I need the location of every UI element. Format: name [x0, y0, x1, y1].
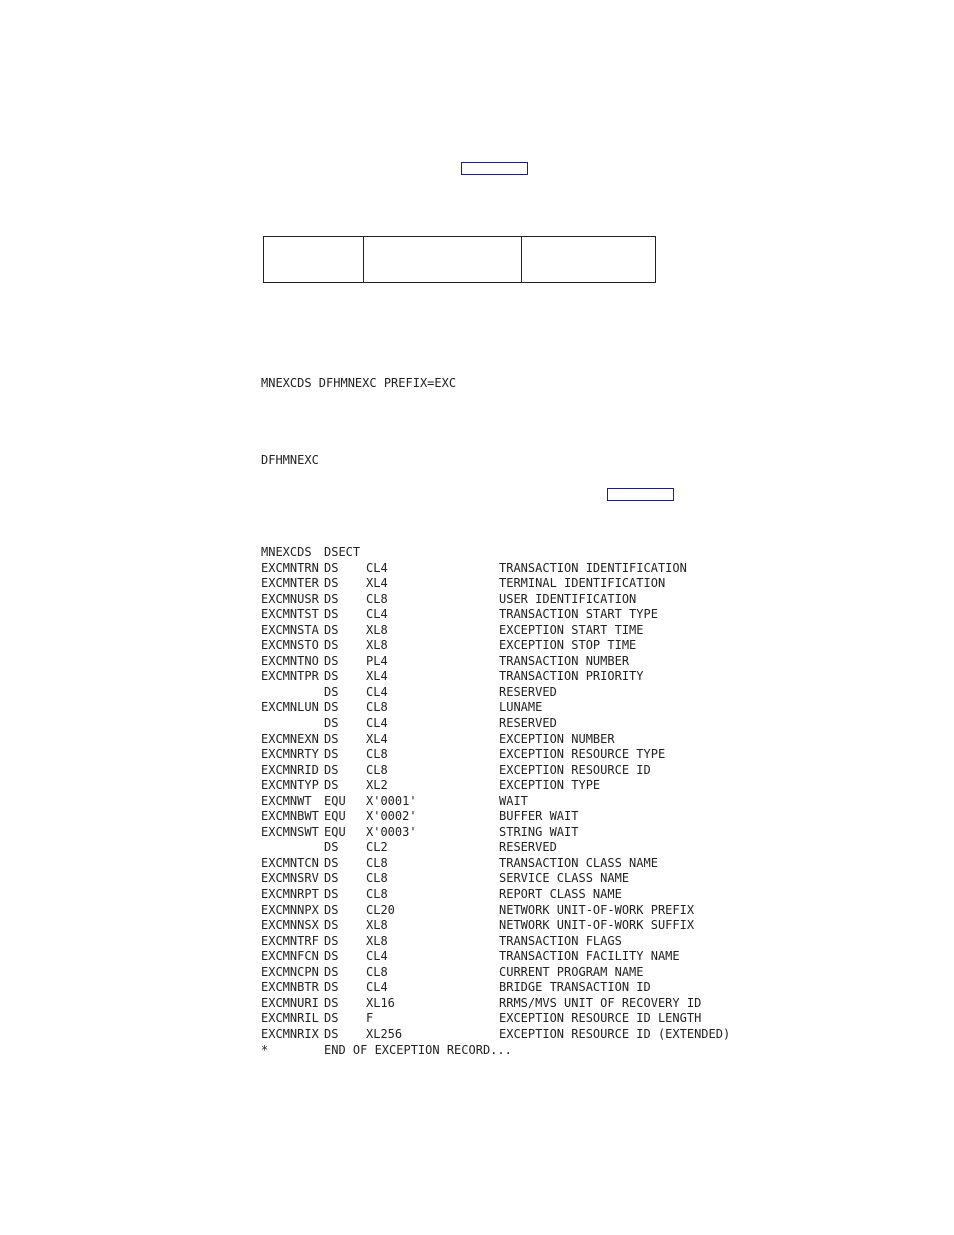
field-label: EXCMNLUN — [261, 700, 319, 715]
field-comment: STRING WAIT — [499, 824, 579, 839]
field-label: EXCMNWT — [261, 793, 312, 808]
field-label: EXCMNUSR — [261, 591, 319, 606]
field-op: DS — [324, 871, 339, 886]
field-op: DS — [324, 653, 339, 668]
field-comment: TERMINAL IDENTIFICATION — [499, 576, 666, 591]
field-op: DS — [324, 576, 339, 591]
field-operand: XL8 — [366, 638, 388, 653]
field-comment: EXCEPTION RESOURCE ID — [499, 762, 651, 777]
field-op: DS — [324, 716, 339, 731]
field-comment: EXCEPTION RESOURCE ID LENGTH — [499, 1011, 702, 1026]
field-operand: XL8 — [366, 622, 388, 637]
field-operand: X'0001' — [366, 793, 417, 808]
field-label: EXCMNTRN — [261, 560, 319, 575]
field-operand: CL8 — [366, 747, 388, 762]
dsect-header-row — [261, 545, 361, 561]
field-op: DS — [324, 591, 339, 606]
field-comment: EXCEPTION START TIME — [499, 622, 644, 637]
field-comment: CURRENT PROGRAM NAME — [499, 964, 644, 979]
field-comment: SERVICE CLASS NAME — [499, 871, 630, 886]
field-label: EXCMNRTY — [261, 747, 319, 762]
dsect-field-row — [261, 1026, 731, 1043]
table-cell — [522, 237, 656, 283]
field-operand: X'0003' — [366, 824, 417, 839]
field-label: EXCMNSTO — [261, 638, 319, 653]
field-operand: XL2 — [366, 778, 388, 793]
field-op: EQU — [324, 824, 346, 839]
field-op: DS — [324, 855, 339, 870]
field-label: EXCMNTYP — [261, 778, 319, 793]
field-operand: CL8 — [366, 887, 388, 902]
field-label: EXCMNSRV — [261, 871, 319, 886]
dsect-field-row — [261, 809, 579, 825]
dsect-end-row — [261, 1042, 512, 1059]
field-op: DS — [324, 607, 339, 622]
dsect-field-row — [261, 591, 637, 608]
field-label: EXCMNTCN — [261, 855, 319, 870]
field-comment: BRIDGE TRANSACTION ID — [499, 980, 651, 995]
field-label: EXCMNRIL — [261, 1011, 319, 1026]
dsect-field-row — [261, 840, 557, 856]
dsect-field-row — [261, 762, 651, 779]
dsect-field-row — [261, 731, 615, 748]
field-operand: CL4 — [366, 560, 388, 575]
dsect-field-row — [261, 560, 687, 577]
blank-table — [263, 236, 656, 283]
dsect-field-row — [261, 933, 622, 950]
field-operand: CL4 — [366, 716, 388, 731]
dsect-field-row — [261, 949, 680, 965]
field-comment: TRANSACTION CLASS NAME — [499, 855, 658, 870]
field-comment: RESERVED — [499, 716, 557, 731]
field-comment: LUNAME — [499, 700, 543, 715]
field-label: EXCMNTRF — [261, 933, 319, 948]
dsect-field-row — [261, 793, 528, 810]
field-op: DS — [324, 622, 339, 637]
field-label: EXCMNTPR — [261, 669, 319, 684]
field-op: DS — [324, 980, 339, 995]
field-operand: CL8 — [366, 762, 388, 777]
field-op: EQU — [324, 809, 346, 824]
field-label: EXCMNRIX — [261, 1026, 319, 1041]
dsect-field-row — [261, 995, 702, 1012]
field-operand: CL8 — [366, 855, 388, 870]
field-operand: XL4 — [366, 731, 388, 746]
dsect-op: DSECT — [324, 545, 361, 559]
dsect-field-row — [261, 622, 644, 639]
field-comment: EXCEPTION RESOURCE ID (EXTENDED) — [499, 1026, 731, 1041]
field-operand: CL4 — [366, 980, 388, 995]
dsect-field-row — [261, 824, 579, 841]
field-operand: CL8 — [366, 871, 388, 886]
field-comment: TRANSACTION FLAGS — [499, 933, 622, 948]
field-op: DS — [324, 560, 339, 575]
dsect-field-row — [261, 918, 695, 934]
field-comment: BUFFER WAIT — [499, 809, 579, 824]
field-operand: XL4 — [366, 669, 388, 684]
field-label: EXCMNTER — [261, 576, 319, 591]
dsect-field-row — [261, 700, 543, 716]
field-comment: WAIT — [499, 793, 528, 808]
field-op: EQU — [324, 793, 346, 808]
field-op: DS — [324, 887, 339, 902]
dsect-field-row — [261, 855, 658, 872]
field-comment: TRANSACTION START TYPE — [499, 607, 658, 622]
field-op: DS — [324, 700, 339, 715]
macro-call-statement: MNEXCDS DFHMNEXC PREFIX=EXC — [261, 376, 457, 390]
field-op: DS — [324, 949, 339, 964]
field-comment: NETWORK UNIT-OF-WORK SUFFIX — [499, 918, 695, 933]
end-marker: * — [261, 1042, 269, 1057]
field-operand: XL4 — [366, 576, 388, 591]
dsect-listing — [261, 545, 731, 1058]
end-comment: END OF EXCEPTION RECORD... — [324, 1042, 512, 1057]
field-operand: CL4 — [366, 684, 388, 699]
dsect-field-row — [261, 778, 601, 794]
cross-reference-link[interactable] — [461, 162, 528, 175]
field-op: DS — [324, 902, 339, 917]
dsect-label: MNEXCDS — [261, 545, 312, 559]
dsect-field-row — [261, 747, 666, 763]
field-operand: XL256 — [366, 1026, 403, 1041]
field-op: DS — [324, 638, 339, 653]
field-comment: RRMS/MVS UNIT OF RECOVERY ID — [499, 995, 702, 1010]
dsect-field-row — [261, 871, 630, 887]
field-operand: CL2 — [366, 840, 388, 855]
field-operand: X'0002' — [366, 809, 417, 824]
field-label: EXCMNSTA — [261, 622, 319, 637]
field-label: EXCMNTST — [261, 607, 319, 622]
field-op: DS — [324, 840, 339, 855]
field-label: EXCMNBWT — [261, 809, 319, 824]
field-op: DS — [324, 669, 339, 684]
dsect-field-row — [261, 684, 557, 701]
dsect-field-row — [261, 980, 651, 996]
field-op: DS — [324, 933, 339, 948]
field-comment: TRANSACTION NUMBER — [499, 653, 630, 668]
field-label: EXCMNNPX — [261, 902, 319, 917]
field-op: DS — [324, 964, 339, 979]
field-label: EXCMNTNO — [261, 653, 319, 668]
field-label: EXCMNURI — [261, 995, 319, 1010]
field-op: DS — [324, 1011, 339, 1026]
field-operand: XL16 — [366, 995, 395, 1010]
field-comment: RESERVED — [499, 840, 557, 855]
field-label: EXCMNSWT — [261, 824, 319, 839]
macro-name: DFHMNEXC — [261, 453, 319, 467]
field-operand: CL20 — [366, 902, 395, 917]
dsect-field-row — [261, 1011, 702, 1027]
field-op: DS — [324, 684, 339, 699]
cross-reference-link[interactable] — [607, 488, 674, 501]
table-cell — [364, 237, 522, 283]
dsect-field-row — [261, 607, 658, 623]
dsect-field-row — [261, 964, 644, 981]
field-label: EXCMNCPN — [261, 964, 319, 979]
field-comment: EXCEPTION TYPE — [499, 778, 601, 793]
field-label: EXCMNNSX — [261, 918, 319, 933]
field-operand: PL4 — [366, 653, 388, 668]
dsect-field-row — [261, 716, 557, 732]
field-comment: REPORT CLASS NAME — [499, 887, 622, 902]
field-op: DS — [324, 747, 339, 762]
field-label: EXCMNEXN — [261, 731, 319, 746]
field-comment: EXCEPTION RESOURCE TYPE — [499, 747, 666, 762]
field-op: DS — [324, 762, 339, 777]
field-comment: TRANSACTION FACILITY NAME — [499, 949, 680, 964]
field-label: EXCMNFCN — [261, 949, 319, 964]
field-operand: CL8 — [366, 700, 388, 715]
field-comment: RESERVED — [499, 684, 557, 699]
field-operand: XL8 — [366, 918, 388, 933]
dsect-field-row — [261, 887, 622, 903]
field-op: DS — [324, 995, 339, 1010]
field-op: DS — [324, 778, 339, 793]
field-operand: CL8 — [366, 964, 388, 979]
field-op: DS — [324, 731, 339, 746]
field-comment: NETWORK UNIT-OF-WORK PREFIX — [499, 902, 695, 917]
dsect-field-row — [261, 653, 630, 670]
field-operand: XL8 — [366, 933, 388, 948]
field-operand: CL4 — [366, 607, 388, 622]
table-cell — [264, 237, 364, 283]
field-operand: CL8 — [366, 591, 388, 606]
dsect-field-row — [261, 576, 666, 592]
field-op: DS — [324, 1026, 339, 1041]
field-operand: F — [366, 1011, 374, 1026]
dsect-field-row — [261, 669, 644, 685]
field-operand: CL4 — [366, 949, 388, 964]
field-comment: TRANSACTION PRIORITY — [499, 669, 644, 684]
field-comment: USER IDENTIFICATION — [499, 591, 637, 606]
field-comment: EXCEPTION NUMBER — [499, 731, 615, 746]
field-op: DS — [324, 918, 339, 933]
dsect-field-row — [261, 902, 695, 919]
field-label: EXCMNRID — [261, 762, 319, 777]
field-comment: TRANSACTION IDENTIFICATION — [499, 560, 687, 575]
field-label: EXCMNBTR — [261, 980, 319, 995]
field-label: EXCMNRPT — [261, 887, 319, 902]
field-comment: EXCEPTION STOP TIME — [499, 638, 637, 653]
dsect-field-row — [261, 638, 637, 654]
